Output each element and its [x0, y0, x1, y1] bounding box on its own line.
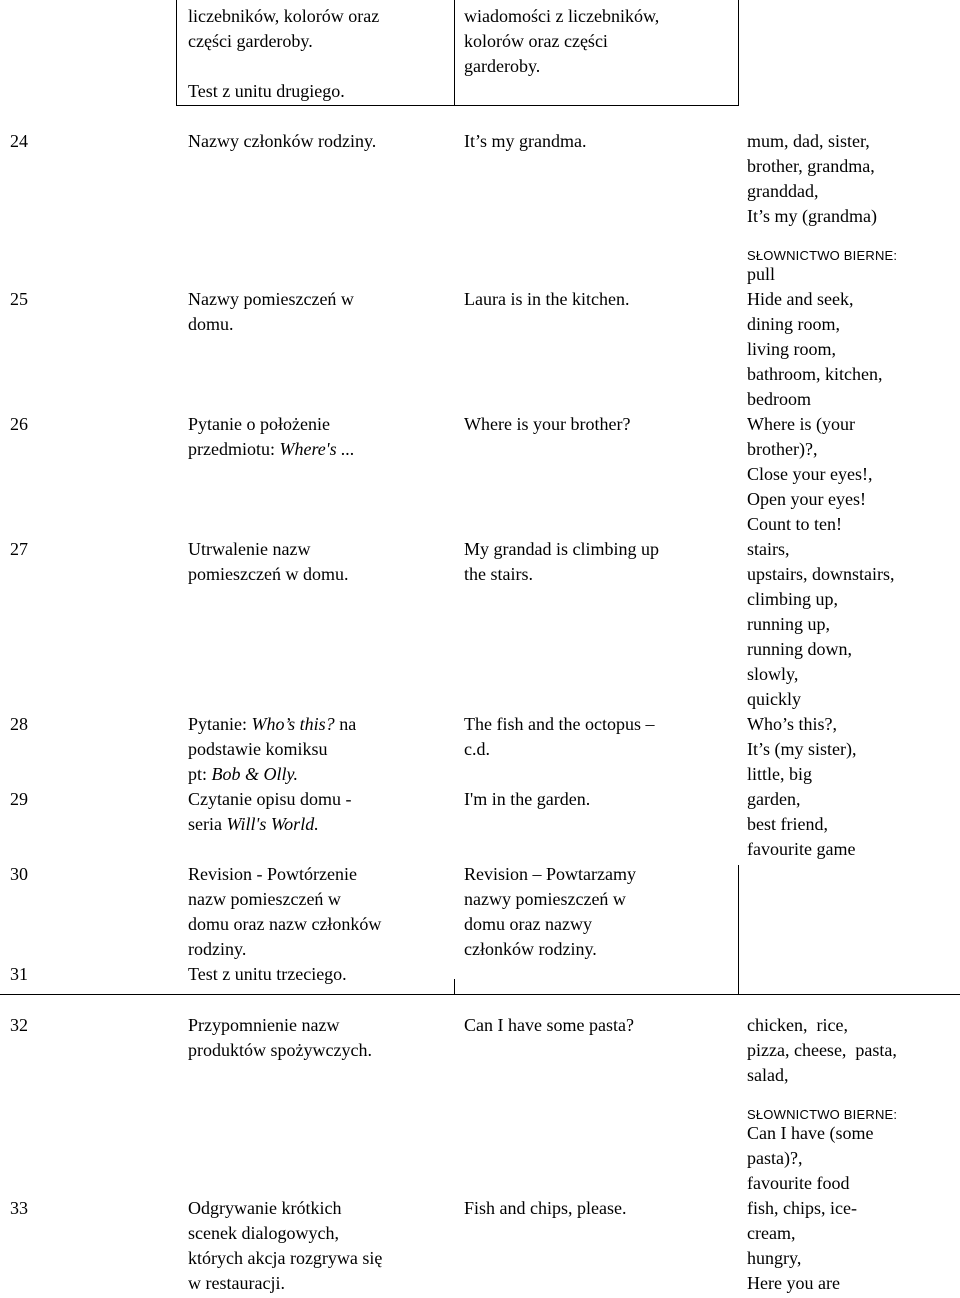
row-27-vocab-2: upstairs, downstairs, — [747, 564, 895, 584]
row-28-topic-3a: pt: — [188, 764, 212, 784]
row-28-topic-1b: Who’s this? — [251, 714, 335, 734]
row-24-vocab-1: mum, dad, sister, — [747, 131, 870, 151]
row-30-phrase-1: Revision – Powtarzamy — [464, 864, 636, 884]
row-27-vocab-5: running down, — [747, 639, 852, 659]
row-25-vocab-3: living room, — [747, 339, 836, 359]
row-27-vocab-6: slowly, — [747, 664, 799, 684]
row-30-topic-2: nazw pomieszczeń w — [188, 889, 341, 909]
row-26-num: 26 — [10, 414, 28, 434]
row-24-vocab-2: brother, grandma, — [747, 156, 875, 176]
row-29-topic-2 — [188, 812, 319, 837]
row-33-phrase: Fish and chips, please. — [464, 1198, 627, 1218]
row-32-num: 32 — [10, 1015, 28, 1035]
row-27-phrase-1: My grandad is climbing up — [464, 539, 659, 559]
row-31-num: 31 — [10, 964, 28, 984]
row-26-topic-2-italic: Where's ... — [279, 439, 355, 459]
passive-vocab-label-2: SŁOWNICTWO BIERNE: — [747, 1107, 898, 1122]
top-col2-test: Test z unitu drugiego. — [188, 81, 345, 101]
row-27-vocab-1: stairs, — [747, 539, 790, 559]
row-28-topic-1 — [188, 712, 356, 737]
passive-vocab-label-1: SŁOWNICTWO BIERNE: — [747, 248, 898, 263]
row-32-vocab-3: salad, — [747, 1065, 789, 1085]
row-27-num: 27 — [10, 539, 28, 559]
row-26-vocab-5: Count to ten! — [747, 514, 842, 534]
row-25-vocab-1: Hide and seek, — [747, 289, 854, 309]
row-33-topic-2: scenek dialogowych, — [188, 1223, 339, 1243]
top-col2-line-1: liczebników, kolorów oraz — [188, 6, 380, 26]
row-28-vocab-3: little, big — [747, 764, 812, 784]
row-24-phrase: It’s my grandma. — [464, 131, 587, 151]
row-32-vocab-1: chicken, rice, — [747, 1015, 848, 1035]
row-28-topic-2: podstawie komiksu — [188, 739, 328, 759]
row-30-phrase-3: domu oraz nazwy — [464, 914, 592, 934]
row-26-topic-2-text: przedmiotu: — [188, 439, 280, 459]
row-32-topic-2: produktów spożywczych. — [188, 1040, 372, 1060]
row-24-vocab-4: It’s my (grandma) — [747, 206, 877, 226]
row-29-topic-2b: Will's World. — [226, 814, 319, 834]
row-30-phrase-4: członków rodziny. — [464, 939, 597, 959]
row-25-vocab-2: dining room, — [747, 314, 840, 334]
row-29-num: 29 — [10, 789, 28, 809]
row-24-num: 24 — [10, 131, 28, 151]
row-28-vocab-1: Who’s this?, — [747, 714, 837, 734]
row-29-phrase: I'm in the garden. — [464, 789, 591, 809]
row-33-num: 33 — [10, 1198, 28, 1218]
row-32-topic-1: Przypomnienie nazw — [188, 1015, 340, 1035]
row-30-topic-3: domu oraz nazw członków — [188, 914, 382, 934]
row-27-topic-2: pomieszczeń w domu. — [188, 564, 349, 584]
grid-v-small — [454, 979, 455, 995]
top-col3-line-2: kolorów oraz części — [464, 31, 608, 51]
row-30-topic-4: rodziny. — [188, 939, 247, 959]
row-26-vocab-2: brother)?, — [747, 439, 818, 459]
row-28-topic-1c: na — [334, 714, 357, 734]
grid-v-right-top — [738, 0, 739, 106]
row-24-topic: Nazwy członków rodziny. — [188, 131, 377, 151]
passive-vocab-2-line-1: Can I have (some — [747, 1123, 874, 1143]
row-33-vocab-2: cream, — [747, 1223, 796, 1243]
row-33-vocab-1: fish, chips, ice- — [747, 1198, 857, 1218]
row-26-vocab-4: Open your eyes! — [747, 489, 866, 509]
row-32-vocab-2: pizza, cheese, pasta, — [747, 1040, 897, 1060]
row-28-phrase-2: c.d. — [464, 739, 490, 759]
passive-vocab-word-1: pull — [747, 264, 776, 284]
top-col2-line-2: części garderoby. — [188, 31, 313, 51]
row-26-topic-1: Pytanie o położenie — [188, 414, 330, 434]
row-25-vocab-5: bedroom — [747, 389, 811, 409]
grid-v-small2 — [738, 865, 739, 995]
row-33-vocab-4: Here you are — [747, 1273, 840, 1293]
row-28-phrase-1: The fish and the octopus – — [464, 714, 655, 734]
row-25-phrase: Laura is in the kitchen. — [464, 289, 630, 309]
top-col3-line-3: garderoby. — [464, 56, 541, 76]
row-29-vocab-1: garden, — [747, 789, 801, 809]
row-26-vocab-1: Where is (your — [747, 414, 855, 434]
row-29-vocab-3: favourite game — [747, 839, 856, 859]
row-25-num: 25 — [10, 289, 28, 309]
row-28-topic-1a: Pytanie: — [188, 714, 252, 734]
row-27-phrase-2: the stairs. — [464, 564, 533, 584]
row-28-topic-3b: Bob & Olly. — [211, 764, 299, 784]
row-28-topic-3 — [188, 762, 298, 787]
row-33-vocab-3: hungry, — [747, 1248, 802, 1268]
top-col3-line-1: wiadomości z liczebników, — [464, 6, 660, 26]
row-27-vocab-4: running up, — [747, 614, 830, 634]
grid-h-top-bottom — [176, 105, 739, 106]
row-27-vocab-3: climbing up, — [747, 589, 838, 609]
row-27-topic-1: Utrwalenie nazw — [188, 539, 311, 559]
grid-v-mid-top — [454, 0, 455, 106]
grid-v-left-top — [176, 0, 177, 106]
row-26-topic-2 — [188, 437, 355, 462]
row-31-topic: Test z unitu trzeciego. — [188, 964, 347, 984]
row-25-topic-1: Nazwy pomieszczeń w — [188, 289, 354, 309]
row-26-vocab-3: Close your eyes!, — [747, 464, 873, 484]
row-28-vocab-2: It’s (my sister), — [747, 739, 857, 759]
row-28-num: 28 — [10, 714, 28, 734]
grid-h-mid — [0, 994, 960, 995]
row-26-phrase: Where is your brother? — [464, 414, 631, 434]
row-30-phrase-2: nazwy pomieszczeń w — [464, 889, 626, 909]
row-33-topic-3: których akcja rozgrywa się — [188, 1248, 383, 1268]
row-30-topic-1: Revision - Powtórzenie — [188, 864, 357, 884]
passive-vocab-2-line-2: pasta)?, — [747, 1148, 803, 1168]
row-33-topic-4: w restauracji. — [188, 1273, 285, 1293]
row-25-topic-2: domu. — [188, 314, 234, 334]
row-30-num: 30 — [10, 864, 28, 884]
row-33-topic-1: Odgrywanie krótkich — [188, 1198, 342, 1218]
row-29-topic-2a: seria — [188, 814, 227, 834]
row-32-phrase: Can I have some pasta? — [464, 1015, 634, 1035]
row-29-topic-1: Czytanie opisu domu - — [188, 789, 352, 809]
row-25-vocab-4: bathroom, kitchen, — [747, 364, 883, 384]
row-24-vocab-3: granddad, — [747, 181, 819, 201]
row-29-vocab-2: best friend, — [747, 814, 828, 834]
passive-vocab-2-line-3: favourite food — [747, 1173, 850, 1193]
row-27-vocab-7: quickly — [747, 689, 801, 709]
